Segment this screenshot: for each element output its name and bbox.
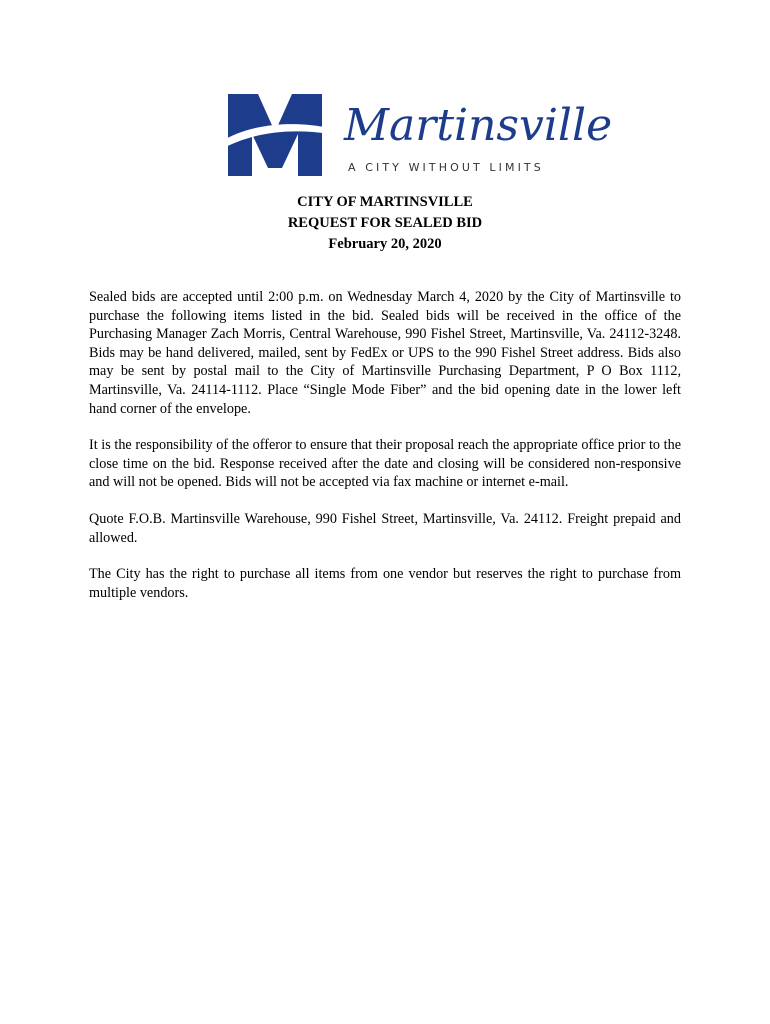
paragraph-fob-quote: Quote F.O.B. Martinsville Warehouse, 990 Fishel Street, Martinsville, Va. 24112. Freight prepaid and allowed. [89, 510, 681, 546]
paragraph-responsibility: It is the responsibility of the offeror to ensure that their proposal reach the appropriate office prior to the close time on the bid. Response received after the date and closing will be considered non-responsive and will not be opened. Bids will not be accepted via fax machine or internet e-mail. [89, 437, 681, 491]
paragraph-vendor-rights: The City has the right to purchase all items from one vendor but reserves the right to purchase from multiple vendors. [89, 566, 681, 601]
logo-tagline: A CITY WITHOUT LIMITS [348, 161, 544, 174]
stylized-m-logo-icon [220, 90, 330, 180]
city-logo [220, 90, 613, 185]
heading-title: REQUEST FOR SEALED BID [287, 215, 483, 231]
heading-city: CITY OF MARTINSVILLE [297, 194, 473, 210]
paragraph-bid-submission: Sealed bids are accepted until 2:00 p.m. on Wednesday March 4, 2020 by the City of Martinsville to purchase the following items listed in the bid. Sealed bids will be received in the office of the Purchasing Manager Zach Morris, Central Warehouse, 990 Fishel Street, Martinsville, Va. 24112-3248. Bids may be hand delivered, mailed, sent by FedEx or UPS to the 990 Fishel Street address. Bids also may be sent by postal mail to the City of Martinsville Purchasing Department, P O Box 1112, Martinsville, Va. 24114-1112. Place “Single Mode Fiber” and the bid opening date in the lower left hand corner of the envelope. [89, 289, 681, 417]
logo-wordmark: Martinsville [344, 100, 613, 151]
document-heading [0, 192, 770, 255]
document-body [89, 288, 681, 620]
heading-date: February 20, 2020 [328, 236, 442, 252]
